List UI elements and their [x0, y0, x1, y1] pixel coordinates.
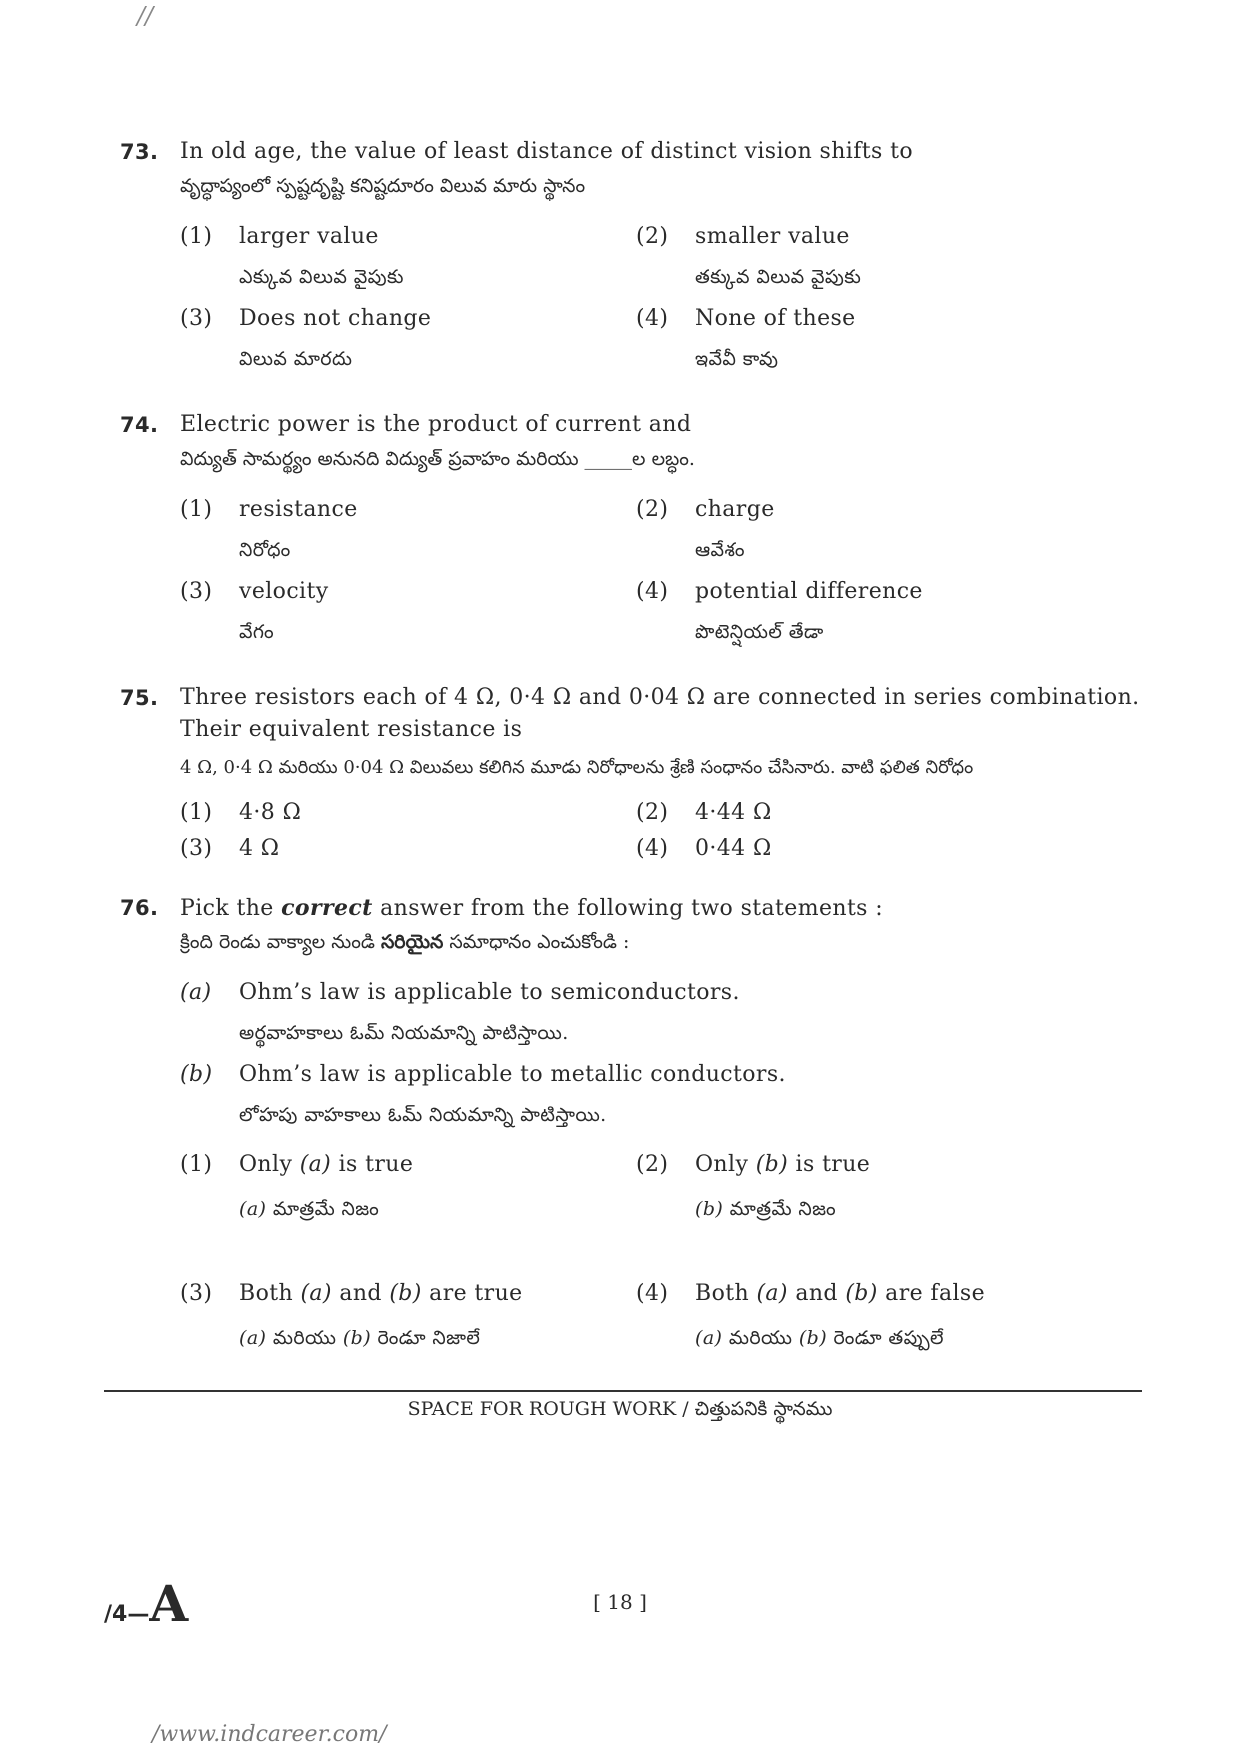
option-text-en: 0·44 Ω [695, 836, 772, 861]
option-text-en: Only (b) is true [695, 1152, 871, 1177]
divider [104, 1390, 1142, 1392]
option-text-en: Both (a) and (b) are false [695, 1281, 986, 1306]
question-text-te: 4 Ω, 0·4 Ω మరియు 0·04 Ω విలువలు కలిగిన మూడు నిరోధాలను శ్రేణి సంధానం చేసినారు. వాటి ఫలిత నిరోధం [180, 757, 974, 778]
question-number: 76. [120, 896, 159, 920]
statement-text-en: Ohm’s law is applicable to semiconductors. [239, 980, 740, 1005]
question-number: 75. [120, 686, 159, 710]
option-text-en: resistance [239, 497, 358, 522]
header-mark: // [137, 2, 154, 30]
rough-work-label: SPACE FOR ROUGH WORK / చిత్తుపనికి స్థానము [407, 1398, 833, 1420]
question-75 [120, 682, 1140, 786]
option-text-te: నిరోధం [239, 539, 291, 561]
question-text-en: Pick the correct answer from the following two statements : [180, 895, 884, 921]
option-text-en: Both (a) and (b) are true [239, 1281, 523, 1306]
option-text-en: Only (a) is true [239, 1152, 414, 1177]
question-text-en-cont: Their equivalent resistance is [180, 717, 523, 742]
watermark-url: /www.indcareer.com/ [152, 1722, 387, 1747]
option-text-en: 4 Ω [239, 836, 280, 861]
question-text-en: Electric power is the product of current and [180, 412, 692, 437]
option-text-te: ఆవేశం [695, 539, 745, 561]
question-text-en: Three resistors each of 4 Ω, 0·4 Ω and 0·04 Ω are connected in series combination. [180, 685, 1140, 710]
page-number: [ 18 ] [593, 1590, 647, 1614]
option-text-te: పొటెన్షియల్ తేడా [695, 621, 824, 643]
statement-text-te: లోహపు వాహకాలు ఓమ్ నియమాన్ని పాటిస్తాయి. [239, 1104, 607, 1126]
emphasis-correct-te: సరియైన [380, 931, 444, 953]
question-text-te: వృద్ధాప్యంలో స్పష్టదృష్టి కనిష్టదూరం విలువ మారు స్థానం [180, 175, 586, 197]
question-text-te: విద్యుత్ సామర్థ్యం అనునది విద్యుత్ ప్రవాహం మరియు _____ల లబ్ధం. [180, 448, 695, 470]
option-text-te: వేగం [239, 621, 275, 643]
option-text-te: (a) మరియు (b) రెండూ తప్పులే [695, 1327, 944, 1349]
question-number: 74. [120, 413, 159, 437]
question-74 [120, 409, 1140, 477]
option-text-en: larger value [239, 224, 379, 249]
question-text-en: In old age, the value of least distance of distinct vision shifts to [180, 139, 913, 164]
option-text-te: ఎక్కువ విలువ వైపుకు [239, 266, 404, 288]
statement-label: (a) [180, 980, 212, 1005]
question-number: 73. [120, 140, 159, 164]
statement-text-te: అర్థవాహకాలు ఓమ్ నియమాన్ని పాటిస్తాయి. [239, 1022, 569, 1044]
option-text-en: velocity [239, 579, 329, 604]
option-text-en: Does not change [239, 306, 432, 331]
paper-code: /4—A [104, 1574, 189, 1633]
option-text-en: charge [695, 497, 775, 522]
option-text-te: తక్కువ విలువ వైపుకు [695, 266, 862, 288]
question-text-te: క్రింది రెండు వాక్యాల నుండి సరియైన సమాధానం ఎంచుకోండి : [180, 931, 630, 953]
statement-label: (b) [180, 1062, 213, 1087]
statement-text-en: Ohm’s law is applicable to metallic conductors. [239, 1062, 786, 1087]
option-text-en: smaller value [695, 224, 850, 249]
question-73 [120, 136, 1140, 204]
option-text-te: (a) మాత్రమే నిజం [239, 1198, 380, 1220]
question-76 [120, 892, 1140, 960]
option-text-en: 4·8 Ω [239, 800, 302, 825]
option-text-te: (a) మరియు (b) రెండూ నిజాలే [239, 1327, 481, 1349]
option-text-en: potential difference [695, 579, 923, 604]
option-text-en: 4·44 Ω [695, 800, 772, 825]
option-text-te: (b) మాత్రమే నిజం [695, 1198, 837, 1220]
emphasis-correct: correct [281, 895, 373, 921]
option-text-te: విలువ మారదు [239, 348, 353, 370]
option-text-te: ఇవేవీ కావు [695, 348, 779, 370]
option-text-en: None of these [695, 306, 856, 331]
